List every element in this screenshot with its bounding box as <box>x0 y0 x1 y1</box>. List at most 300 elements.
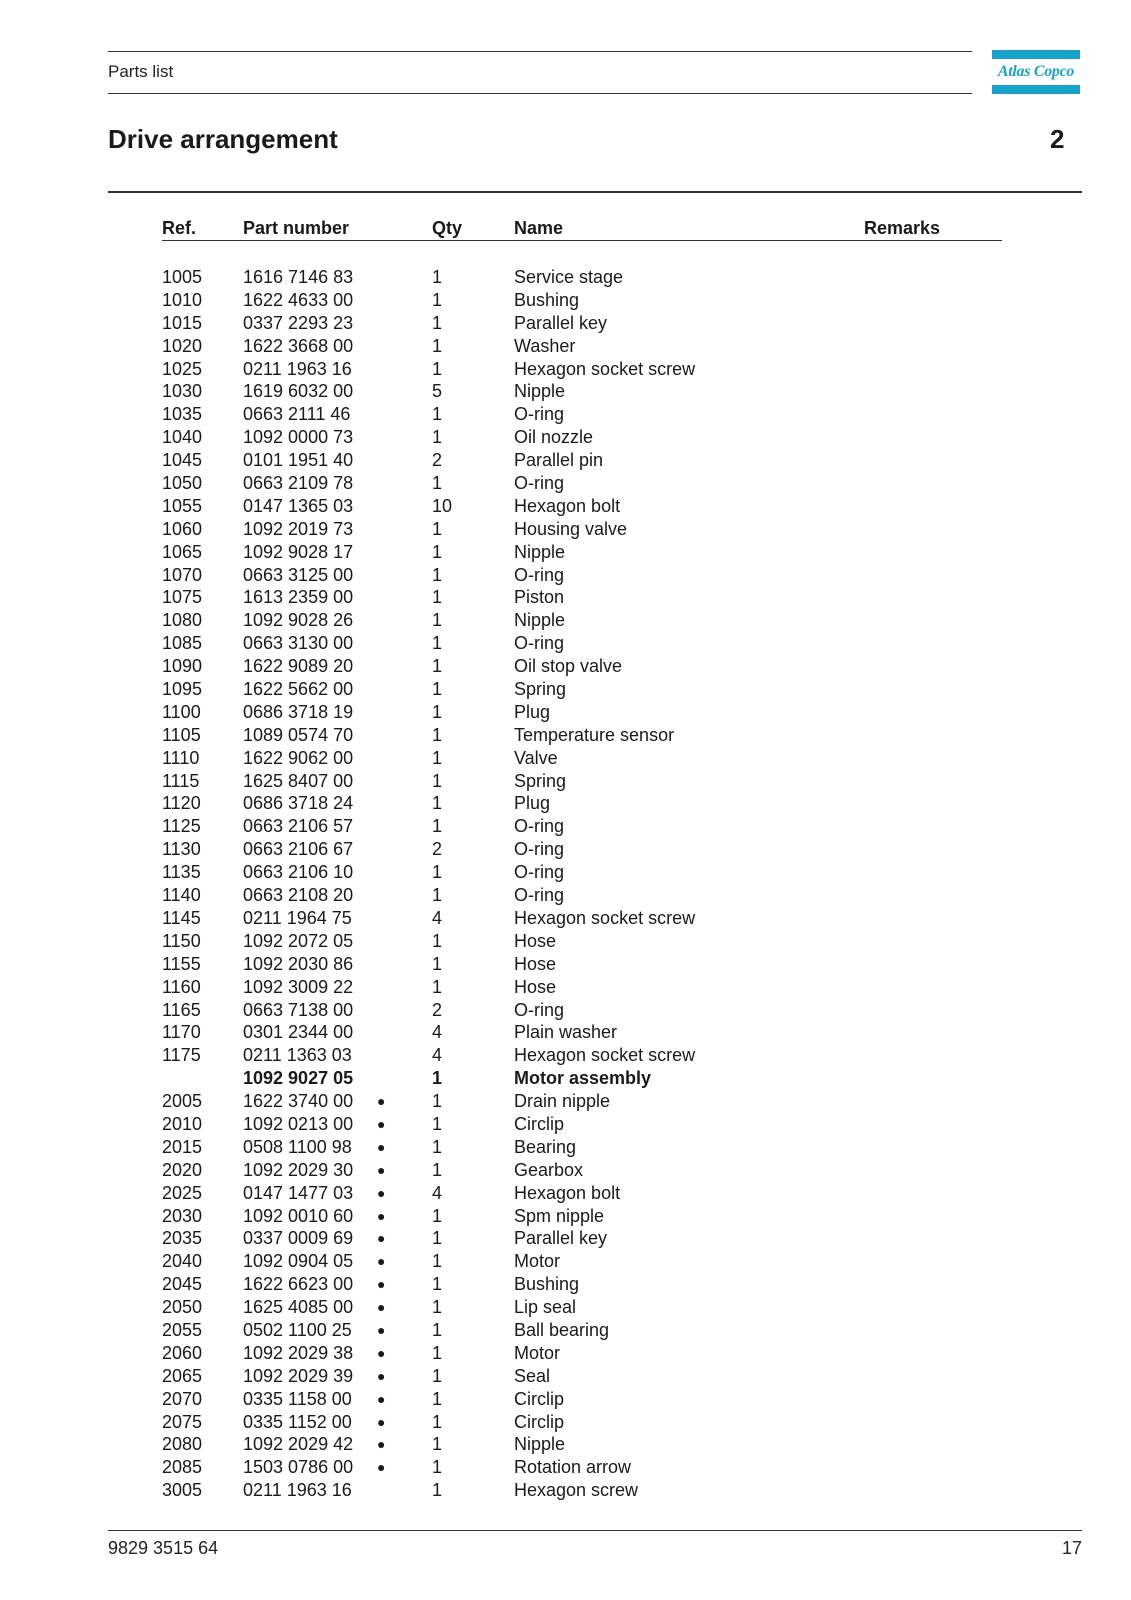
qty-cell: 1 <box>432 312 443 333</box>
table-row <box>0 632 1131 655</box>
qty-cell: 1 <box>432 747 443 768</box>
table-row <box>0 1182 1131 1205</box>
table-row <box>0 1159 1131 1182</box>
name-cell: Oil nozzle <box>514 427 594 448</box>
document-number: 9829 3515 64 <box>108 1538 219 1558</box>
part-number-cell: 0502 1100 25 <box>243 1319 352 1340</box>
part-number-cell: 1092 2072 05 <box>243 930 354 951</box>
page-number: 17 <box>1062 1538 1083 1558</box>
ref-cell: 1025 <box>162 358 203 379</box>
table-row <box>0 426 1131 449</box>
part-number-cell: 0508 1100 98 <box>243 1136 352 1157</box>
qty-cell: 1 <box>432 1159 443 1180</box>
part-number-cell: 0101 1951 40 <box>243 450 354 471</box>
part-number-cell: 0147 1365 03 <box>243 495 354 516</box>
name-cell: Rotation arrow <box>514 1457 632 1478</box>
name-cell: Temperature sensor <box>514 724 675 745</box>
logo-text: Atlas Copco <box>997 63 1075 80</box>
col-header-ref: Ref. <box>162 218 197 238</box>
qty-cell: 1 <box>432 862 443 883</box>
qty-cell: 1 <box>432 335 443 356</box>
header-bottom-rule <box>108 93 972 94</box>
part-number-cell: 1092 2029 30 <box>243 1159 354 1180</box>
table-row <box>0 1044 1131 1067</box>
qty-cell: 1 <box>432 1480 443 1501</box>
ref-cell: 1080 <box>162 610 203 631</box>
part-number-cell: 1622 3740 00 <box>243 1091 354 1112</box>
name-cell: Seal <box>514 1365 551 1386</box>
name-cell: Circlip <box>514 1113 565 1134</box>
qty-cell: 1 <box>432 701 443 722</box>
table-row <box>0 289 1131 312</box>
section-number: 2 <box>1050 124 1065 154</box>
ref-cell: 1050 <box>162 473 203 494</box>
col-header-name: Name <box>514 218 564 238</box>
bullet-icon: ● <box>377 1093 386 1110</box>
qty-cell: 4 <box>432 907 443 928</box>
part-number-cell: 1622 4633 00 <box>243 289 354 310</box>
bullet-icon: ● <box>377 1138 386 1155</box>
qty-cell: 1 <box>432 679 443 700</box>
name-cell: O-ring <box>514 473 565 494</box>
ref-cell: 2080 <box>162 1434 203 1455</box>
ref-cell: 2085 <box>162 1457 203 1478</box>
name-cell: Plain washer <box>514 1022 618 1043</box>
part-number-cell: 0335 1158 00 <box>243 1388 352 1409</box>
table-row <box>0 678 1131 701</box>
part-number-cell: 0337 0009 69 <box>243 1228 354 1249</box>
table-row <box>0 1021 1131 1044</box>
qty-cell: 1 <box>432 976 443 997</box>
bullet-icon: ● <box>377 1413 386 1430</box>
name-cell: O-ring <box>514 564 565 585</box>
part-number-cell: 0663 3130 00 <box>243 633 354 654</box>
table-row <box>0 609 1131 632</box>
table-row <box>0 655 1131 678</box>
qty-cell: 1 <box>432 1365 443 1386</box>
name-cell: Hose <box>514 976 557 997</box>
footer-rule <box>108 1530 1082 1531</box>
table-row <box>0 358 1131 381</box>
ref-cell: 1065 <box>162 541 203 562</box>
bullet-icon: ● <box>377 1367 386 1384</box>
table-row <box>0 1388 1131 1411</box>
table-row <box>0 1433 1131 1456</box>
name-cell: Spring <box>514 679 567 700</box>
table-row <box>0 724 1131 747</box>
bullet-icon: ● <box>377 1344 386 1361</box>
name-cell: Spring <box>514 770 567 791</box>
bullet-icon: ● <box>377 1230 386 1247</box>
qty-cell: 1 <box>432 633 443 654</box>
part-number-cell: 1622 3668 00 <box>243 335 354 356</box>
qty-cell: 1 <box>432 1068 443 1089</box>
table-row <box>0 884 1131 907</box>
ref-cell: 1160 <box>162 976 201 997</box>
name-cell: O-ring <box>514 839 565 860</box>
qty-cell: 1 <box>432 1457 443 1478</box>
qty-cell: 1 <box>432 1228 443 1249</box>
table-row <box>0 1067 1131 1090</box>
qty-cell: 1 <box>432 1388 443 1409</box>
ref-cell: 1040 <box>162 427 203 448</box>
part-number-cell: 1503 0786 00 <box>243 1457 354 1478</box>
ref-cell: 2050 <box>162 1297 203 1318</box>
bullet-icon: ● <box>377 1276 386 1293</box>
name-cell: Plug <box>514 701 551 722</box>
part-number-cell: 1622 6623 00 <box>243 1274 354 1295</box>
ref-cell: 1175 <box>162 1045 201 1066</box>
qty-cell: 1 <box>432 1251 443 1272</box>
part-number-cell: 0686 3718 19 <box>243 701 354 722</box>
qty-cell: 1 <box>432 427 443 448</box>
name-cell: Housing valve <box>514 518 628 539</box>
qty-cell: 1 <box>432 404 443 425</box>
qty-cell: 4 <box>432 1182 443 1203</box>
name-cell: Washer <box>514 335 576 356</box>
qty-cell: 2 <box>432 999 443 1020</box>
name-cell: Hexagon socket screw <box>514 358 696 379</box>
qty-cell: 1 <box>432 953 443 974</box>
bullet-icon: ● <box>377 1299 386 1316</box>
part-number-cell: 1092 0213 00 <box>243 1113 354 1134</box>
part-number-cell: 0663 2111 46 <box>243 404 351 425</box>
ref-cell: 1090 <box>162 656 203 677</box>
part-number-cell: 1092 2029 38 <box>243 1342 354 1363</box>
col-header-qty: Qty <box>432 218 463 238</box>
table-row <box>0 1250 1131 1273</box>
ref-cell: 1010 <box>162 289 203 310</box>
qty-cell: 1 <box>432 1091 443 1112</box>
ref-cell: 2055 <box>162 1319 203 1340</box>
table-row <box>0 1479 1131 1502</box>
ref-cell: 1130 <box>162 839 201 860</box>
name-cell: Service stage <box>514 267 624 287</box>
ref-cell: 1140 <box>162 885 201 906</box>
table-row <box>0 380 1131 403</box>
ref-cell: 1145 <box>162 907 201 928</box>
ref-cell: 1070 <box>162 564 203 585</box>
name-cell: O-ring <box>514 404 565 425</box>
qty-cell: 2 <box>432 839 443 860</box>
ref-cell: 1055 <box>162 495 203 516</box>
table-row <box>0 312 1131 335</box>
part-number-cell: 0147 1477 03 <box>243 1182 354 1203</box>
part-number-cell: 0211 1963 16 <box>243 358 352 379</box>
part-number-cell: 1622 9062 00 <box>243 747 354 768</box>
part-number-cell: 0335 1152 00 <box>243 1411 352 1432</box>
bullet-icon: ● <box>377 1436 386 1453</box>
ref-cell: 2060 <box>162 1342 203 1363</box>
part-number-cell: 0211 1963 16 <box>243 1480 352 1501</box>
part-number-cell: 0301 2344 00 <box>243 1022 354 1043</box>
part-number-cell: 1616 7146 83 <box>243 267 354 287</box>
part-number-cell: 1092 9028 17 <box>243 541 354 562</box>
qty-cell: 1 <box>432 610 443 631</box>
name-cell: O-ring <box>514 885 565 906</box>
part-number-cell: 0663 2106 57 <box>243 816 354 837</box>
qty-cell: 1 <box>432 358 443 379</box>
qty-cell: 1 <box>432 564 443 585</box>
table-row <box>0 335 1131 358</box>
name-cell: Nipple <box>514 381 566 402</box>
ref-cell: 3005 <box>162 1480 203 1501</box>
qty-cell: 1 <box>432 1136 443 1157</box>
qty-cell: 1 <box>432 1205 443 1226</box>
ref-cell: 1115 <box>162 770 200 791</box>
table-row <box>0 1365 1131 1388</box>
name-cell: O-ring <box>514 862 565 883</box>
name-cell: Spm nipple <box>514 1205 605 1226</box>
table-row <box>0 747 1131 770</box>
parts-table <box>0 266 1131 1502</box>
ref-cell: 1075 <box>162 587 203 608</box>
ref-cell: 2030 <box>162 1205 203 1226</box>
part-number-cell: 0211 1964 75 <box>243 907 352 928</box>
ref-cell: 1100 <box>162 701 201 722</box>
qty-cell: 1 <box>432 267 443 287</box>
table-row <box>0 472 1131 495</box>
ref-cell: 2075 <box>162 1411 203 1432</box>
name-cell: Piston <box>514 587 565 608</box>
table-row <box>0 541 1131 564</box>
part-number-cell: 0663 2106 67 <box>243 839 354 860</box>
atlas-copco-logo <box>992 50 1080 94</box>
part-number-cell: 0663 2106 10 <box>243 862 354 883</box>
table-row <box>0 1342 1131 1365</box>
qty-cell: 10 <box>432 495 453 516</box>
ref-cell: 2065 <box>162 1365 203 1386</box>
name-cell: Hose <box>514 953 557 974</box>
qty-cell: 1 <box>432 587 443 608</box>
table-row <box>0 861 1131 884</box>
logo-bottom-bar <box>992 85 1080 94</box>
bullet-icon: ● <box>377 1390 386 1407</box>
table-row <box>0 586 1131 609</box>
name-cell: Parallel key <box>514 312 608 333</box>
table-row <box>0 1319 1131 1342</box>
qty-cell: 2 <box>432 450 443 471</box>
table-row <box>0 564 1131 587</box>
part-number-cell: 1092 0904 05 <box>243 1251 354 1272</box>
table-row <box>0 1090 1131 1113</box>
name-cell: Motor <box>514 1342 561 1363</box>
part-number-cell: 1613 2359 00 <box>243 587 354 608</box>
qty-cell: 1 <box>432 885 443 906</box>
ref-cell: 1030 <box>162 381 203 402</box>
table-row <box>0 907 1131 930</box>
part-number-cell: 0663 7138 00 <box>243 999 354 1020</box>
qty-cell: 1 <box>432 1297 443 1318</box>
part-number-cell: 1092 0010 60 <box>243 1205 354 1226</box>
qty-cell: 1 <box>432 816 443 837</box>
ref-cell: 1105 <box>162 724 201 745</box>
ref-cell: 2015 <box>162 1136 203 1157</box>
table-row <box>0 518 1131 541</box>
part-number-cell: 1092 3009 22 <box>243 976 354 997</box>
bullet-icon: ● <box>377 1253 386 1270</box>
table-row <box>0 701 1131 724</box>
name-cell: O-ring <box>514 633 565 654</box>
qty-cell: 1 <box>432 1274 443 1295</box>
ref-cell: 1135 <box>162 862 201 883</box>
table-row <box>0 815 1131 838</box>
name-cell: Plug <box>514 793 551 814</box>
name-cell: Bearing <box>514 1136 577 1157</box>
qty-cell: 1 <box>432 1434 443 1455</box>
qty-cell: 1 <box>432 473 443 494</box>
logo-top-bar <box>992 50 1080 59</box>
name-cell: Parallel key <box>514 1228 608 1249</box>
table-row <box>0 1136 1131 1159</box>
name-cell: Bushing <box>514 1274 580 1295</box>
ref-cell: 1015 <box>162 312 203 333</box>
ref-cell: 2010 <box>162 1113 203 1134</box>
ref-cell: 2035 <box>162 1228 203 1249</box>
part-number-cell: 1092 2029 42 <box>243 1434 354 1455</box>
title-rule <box>108 191 1082 193</box>
table-row <box>0 1227 1131 1250</box>
name-cell: Hexagon screw <box>514 1480 639 1501</box>
header-top-rule <box>108 51 972 52</box>
name-cell: Motor <box>514 1251 561 1272</box>
table-row <box>0 1456 1131 1479</box>
ref-cell: 1060 <box>162 518 203 539</box>
ref-cell: 2025 <box>162 1182 203 1203</box>
ref-cell: 2020 <box>162 1159 203 1180</box>
name-cell: Circlip <box>514 1388 565 1409</box>
table-row <box>0 403 1131 426</box>
table-row <box>0 792 1131 815</box>
ref-cell: 1085 <box>162 633 203 654</box>
ref-cell: 2005 <box>162 1091 203 1112</box>
qty-cell: 1 <box>432 518 443 539</box>
name-cell: Nipple <box>514 541 566 562</box>
ref-cell: 1155 <box>162 953 201 974</box>
ref-cell: 1095 <box>162 679 203 700</box>
part-number-cell: 0686 3718 24 <box>243 793 354 814</box>
table-row <box>0 838 1131 861</box>
table-header-rule <box>162 240 1002 241</box>
name-cell: Hexagon socket screw <box>514 907 696 928</box>
name-cell: Circlip <box>514 1411 565 1432</box>
part-number-cell: 1622 5662 00 <box>243 679 354 700</box>
qty-cell: 1 <box>432 793 443 814</box>
name-cell: O-ring <box>514 816 565 837</box>
ref-cell: 1165 <box>162 999 201 1020</box>
part-number-cell: 0663 2109 78 <box>243 473 354 494</box>
name-cell: Bushing <box>514 289 580 310</box>
name-cell: Motor assembly <box>514 1068 652 1089</box>
table-row <box>0 930 1131 953</box>
qty-cell: 5 <box>432 381 443 402</box>
table-row <box>0 770 1131 793</box>
qty-cell: 4 <box>432 1022 443 1043</box>
name-cell: Hexagon bolt <box>514 1182 621 1203</box>
name-cell: Oil stop valve <box>514 656 623 677</box>
qty-cell: 1 <box>432 930 443 951</box>
name-cell: Hose <box>514 930 557 951</box>
ref-cell: 1125 <box>162 816 201 837</box>
table-row <box>0 953 1131 976</box>
ref-cell: 2070 <box>162 1388 203 1409</box>
col-header-remarks: Remarks <box>864 218 941 238</box>
bullet-icon: ● <box>377 1459 386 1476</box>
part-number-cell: 1092 0000 73 <box>243 427 354 448</box>
bullet-icon: ● <box>377 1115 386 1132</box>
name-cell: Nipple <box>514 610 566 631</box>
part-number-cell: 1092 9027 05 <box>243 1068 354 1089</box>
table-row <box>0 1113 1131 1136</box>
table-row <box>0 266 1131 289</box>
ref-cell: 1020 <box>162 335 203 356</box>
part-number-cell: 0663 2108 20 <box>243 885 354 906</box>
qty-cell: 1 <box>432 289 443 310</box>
ref-cell: 2045 <box>162 1274 203 1295</box>
ref-cell: 1005 <box>162 267 203 287</box>
col-header-part-number: Part number <box>243 218 350 238</box>
table-row <box>0 976 1131 999</box>
part-number-cell: 1092 2029 39 <box>243 1365 354 1386</box>
table-row <box>0 1273 1131 1296</box>
part-number-cell: 1619 6032 00 <box>243 381 354 402</box>
name-cell: Ball bearing <box>514 1319 610 1340</box>
part-number-cell: 1622 9089 20 <box>243 656 354 677</box>
qty-cell: 1 <box>432 656 443 677</box>
part-number-cell: 1092 9028 26 <box>243 610 354 631</box>
part-number-cell: 0663 3125 00 <box>243 564 354 585</box>
table-row <box>0 495 1131 518</box>
part-number-cell: 1089 0574 70 <box>243 724 354 745</box>
part-number-cell: 0211 1363 03 <box>243 1045 352 1066</box>
table-row <box>0 1296 1131 1319</box>
ref-cell: 2040 <box>162 1251 203 1272</box>
table-row <box>0 999 1131 1022</box>
name-cell: Nipple <box>514 1434 566 1455</box>
qty-cell: 1 <box>432 1319 443 1340</box>
qty-cell: 1 <box>432 541 443 562</box>
bullet-icon: ● <box>377 1321 386 1338</box>
part-number-cell: 1625 8407 00 <box>243 770 354 791</box>
name-cell: Hexagon bolt <box>514 495 621 516</box>
bullet-icon: ● <box>377 1161 386 1178</box>
part-number-cell: 1092 2019 73 <box>243 518 354 539</box>
ref-cell: 1045 <box>162 450 203 471</box>
part-number-cell: 1625 4085 00 <box>243 1297 354 1318</box>
bullet-icon: ● <box>377 1184 386 1201</box>
table-row <box>0 1411 1131 1434</box>
name-cell: Valve <box>514 747 558 768</box>
page-title: Drive arrangement <box>108 124 338 154</box>
section-label: Parts list <box>108 62 174 81</box>
table-row <box>0 449 1131 472</box>
name-cell: Hexagon socket screw <box>514 1045 696 1066</box>
name-cell: Parallel pin <box>514 450 604 471</box>
ref-cell: 1110 <box>162 747 200 768</box>
part-number-cell: 0337 2293 23 <box>243 312 354 333</box>
ref-cell: 1170 <box>162 1022 201 1043</box>
part-number-cell: 1092 2030 86 <box>243 953 354 974</box>
ref-cell: 1120 <box>162 793 201 814</box>
qty-cell: 1 <box>432 1113 443 1134</box>
qty-cell: 1 <box>432 724 443 745</box>
qty-cell: 1 <box>432 1342 443 1363</box>
name-cell: Drain nipple <box>514 1091 611 1112</box>
name-cell: Lip seal <box>514 1297 577 1318</box>
qty-cell: 1 <box>432 1411 443 1432</box>
ref-cell: 1150 <box>162 930 201 951</box>
table-row <box>0 1205 1131 1228</box>
